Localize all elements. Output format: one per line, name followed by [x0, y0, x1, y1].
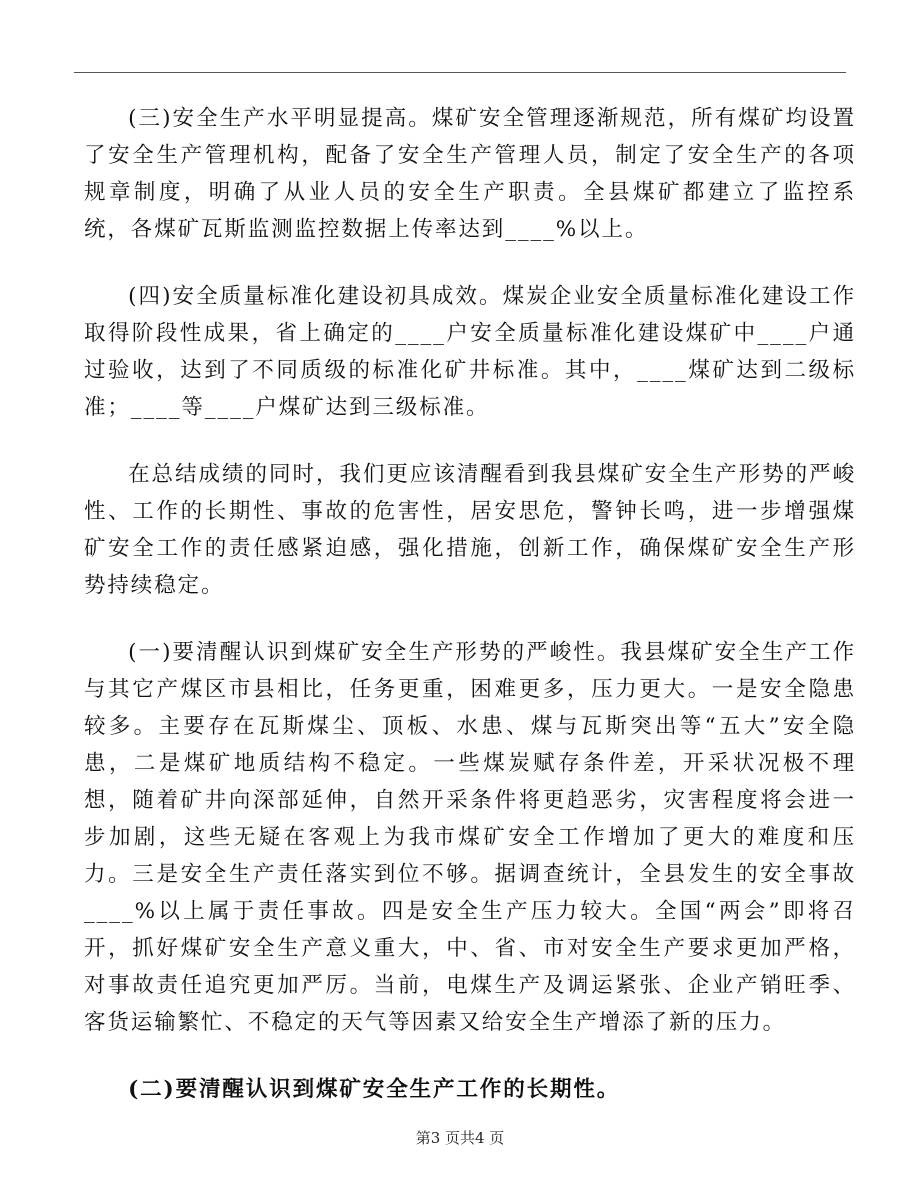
paragraph-summary: 在总结成绩的同时，我们更应该清醒看到我县煤矿安全生产形势的严峻性、工作的长期性、事故的危害性，居安思危，警钟长鸣，进一步增强煤矿安全工作的责任感紧迫感，强化措施，创新工作，确保煤矿安全生产形势持续稳定。 [84, 462, 856, 598]
document-body [84, 100, 856, 1138]
paragraph-1: (一)要清醒认识到煤矿安全生产形势的严峻性。我县煤矿安全生产工作与其它产煤区市县相比，任务更重，困难更多，压力更大。一是安全隐患较多。主要存在瓦斯煤尘、顶板、水患、煤与瓦斯突出等“五大”安全隐患，二是煤矿地质结构不稳定。一些煤炭赋存条件差，开采状况极不理想，随着矿井向深部延伸，自然开采条件将更趋恶劣，灾害程度将会进一步加剧，这些无疑在客观上为我市煤矿安全工作增加了更大的难度和压力。三是安全生产责任落实到位不够。据调查统计，全县发生的安全事故____%以上属于责任事故。四是安全生产压力较大。全国“两会”即将召开，抓好煤矿安全生产意义重大，中、省、市对安全生产要求更加严格，对事故责任追究更加严厉。当前，电煤生产及调运紧张、企业产销旺季、客货运输繁忙、不稳定的天气等因素又给安全生产增添了新的压力。 [84, 640, 856, 1035]
header-rule [74, 72, 846, 73]
paragraph-3: (三)安全生产水平明显提高。煤矿安全管理逐渐规范，所有煤矿均设置了安全生产管理机构，配备了安全生产管理人员，制定了安全生产的各项规章制度，明确了从业人员的安全生产职责。全县煤矿都建立了监控系统，各煤矿瓦斯监测监控数据上传率达到____%以上。 [84, 106, 856, 242]
page-footer: 第3 页共4 页 [415, 1129, 505, 1147]
paragraph-4: (四)安全质量标准化建设初具成效。煤炭企业安全质量标准化建设工作取得阶段性成果，省上确定的____户安全质量标准化建设煤矿中____户通过验收，达到了不同质级的标准化矿井标准。其中，____煤矿达到二级标准；____等____户煤矿达到三级标准。 [84, 284, 856, 420]
section-heading-2: (二)要清醒认识到煤矿安全生产工作的长期性。 [128, 1077, 621, 1102]
